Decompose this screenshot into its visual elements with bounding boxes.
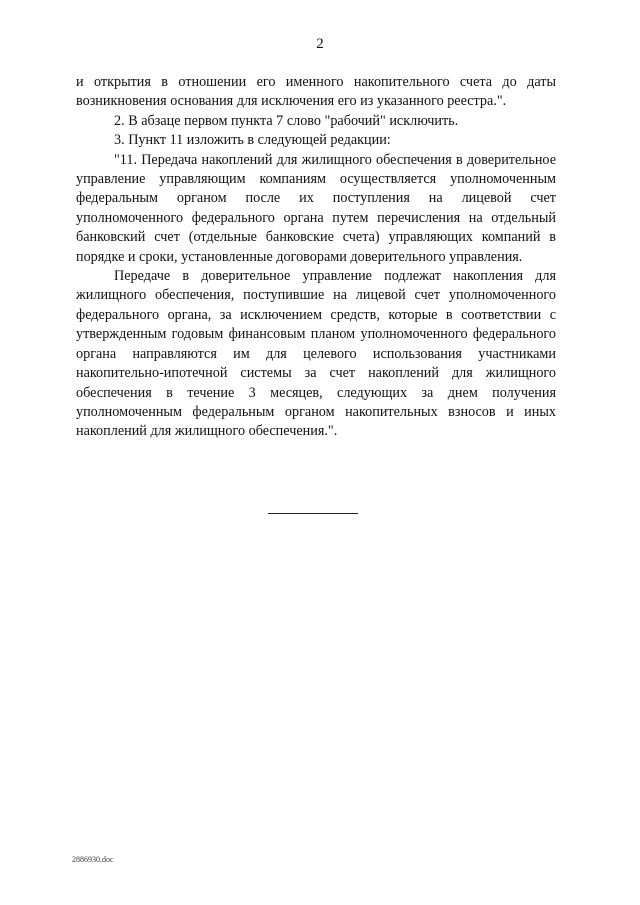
- end-separator-line: [268, 513, 358, 514]
- footer-file-reference: 2886930.doc: [72, 855, 114, 864]
- paragraph-continuation: и открытия в отношении его именного накопительного счета до даты возникновения основания для исключения его из указанного реестра.".: [76, 74, 556, 110]
- document-body: [76, 73, 556, 442]
- page-number: 2: [316, 36, 324, 52]
- paragraph-clause-11: "11. Передача накоплений для жилищного обеспечения в доверительное управление управляющим компаниям осуществляется уполномоченным федеральным органом после их поступления на лицевой счет уполномоченного федерального органа путем перечисления на отдельный банковский счет (отдельные банковские счета) управляющих компаний в порядке и сроки, установленные договорами доверительного управления.: [76, 151, 556, 265]
- paragraph-clause-11-second: Передаче в доверительное управление подлежат накопления для жилищного обеспечения, поступившие на лицевой счет уполномоченного федерального органа, за исключением средств, которые в соответствии с утвержденным годовым финансовым планом уполномоченного федерального органа направляются им для целевого использования участниками накопительно-ипотечной системы за счет накоплений для жилищного обеспечения в течение 3 месяцев, следующих за днем получения уполномоченным федеральным органом накопительных взносов и иных накоплений для жилищного обеспечения.".: [76, 268, 556, 440]
- paragraph-item-2: 2. В абзаце первом пункта 7 слово "рабочий" исключить.: [114, 112, 459, 129]
- paragraph-item-3: 3. Пункт 11 изложить в следующей редакции:: [114, 132, 391, 149]
